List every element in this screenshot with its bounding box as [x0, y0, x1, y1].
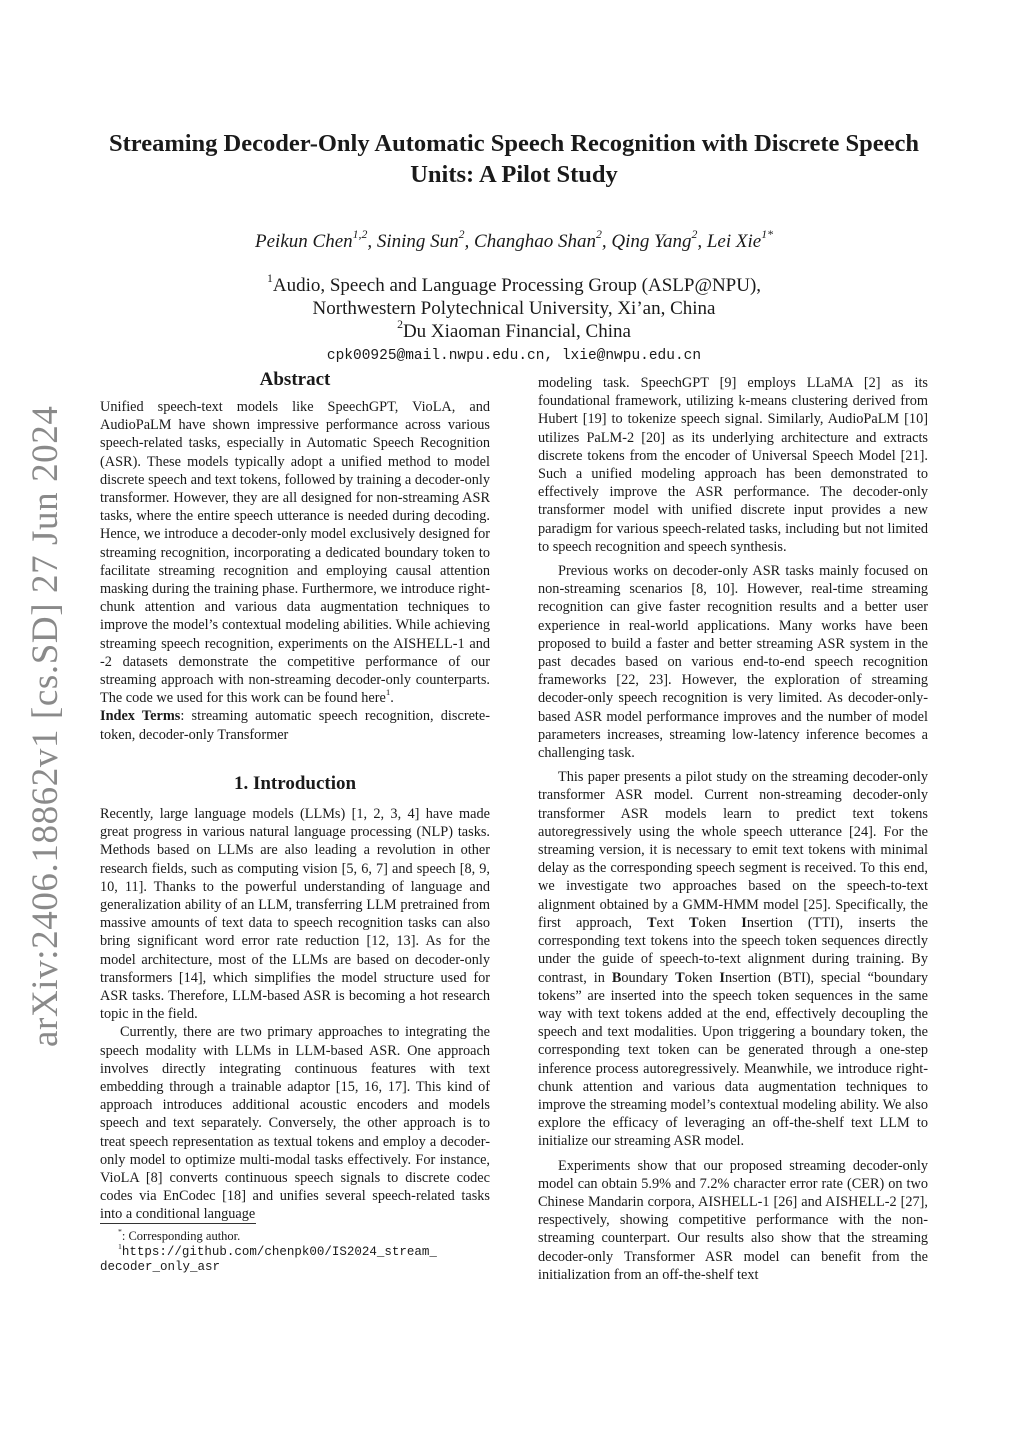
- footnote-url-line-1[interactable]: [100, 1241, 490, 1260]
- author-list: Peikun Chen$^{1,2}$, Sining Sun$^2$, Changhao Shan$^2$, Qing Yang$^2$, Lei Xie$^{1*}$: [255, 227, 773, 252]
- author-sup: 1,2: [352, 227, 368, 241]
- footnote-rule: [100, 1223, 256, 1224]
- acronym-rest: ext: [656, 914, 689, 931]
- footnote-text: : Corresponding author.: [121, 1229, 241, 1243]
- intro-paragraph-1: Recently, large language models (LLMs) [1, 2, 3, 4] have made great progress in various natural language processing (NLP) tasks. Methods based on LLMs are also leading a revolution in other research fields, such as computing vision [5, 6, 7] and speech [8, 9, 10, 11]. Thanks to the powerful understanding of language and generalization ability of an LLM, transferring LLM pretrained from massive amounts of text data to speech recognition tasks can also bring significant word error rate reduction [12, 13]. As for the model architecture, most of the LLMs are based on decoder-only transformers [14], which simplifies the model structure used for ASR tasks. Therefore, LLM-based ASR is becoming a hot research topic in the field.: [100, 806, 490, 1023]
- author-emails: cpk00925@mail.nwpu.edu.cn, lxie@nwpu.edu.cn: [326, 348, 702, 364]
- author-sup: 2: [458, 227, 465, 241]
- affiliation-sup: 2: [397, 317, 403, 331]
- author-sup: 1*: [761, 227, 773, 241]
- abstract-body: [100, 398, 490, 744]
- author-name: Sining Sun: [376, 231, 459, 252]
- intro-column-right: [538, 374, 928, 1284]
- index-terms: [100, 707, 490, 743]
- abstract-heading: Abstract: [259, 369, 331, 390]
- intro-column-left: [100, 805, 490, 1224]
- author-sup: 2: [691, 227, 698, 241]
- abstract-text: [100, 398, 490, 707]
- acronym-rest: oken: [698, 914, 742, 931]
- acronym-rest: nsertion: [724, 969, 772, 986]
- right-paragraph-4: Experiments show that our proposed streaming decoder-only model can obtain 5.9% and 7.2% character error rate (CER) on two Chinese Mandarin corpora, AISHELL-1 [26] and AISHELL-2 [27], respectively, showing competitive performance with the non-streaming counterpart. Our results also show that the streaming decoder-only Transformer ASR model can benefit from the initialization from an off-the-shelf text: [538, 1157, 928, 1283]
- author-name: Peikun Chen: [255, 231, 353, 252]
- author-sup: 2: [595, 227, 602, 241]
- acronym-letter: B: [611, 969, 622, 986]
- author-name: Qing Yang: [611, 231, 692, 252]
- acronym-rest: oundary: [621, 969, 676, 986]
- right-paragraph-1: modeling task. SpeechGPT [9] employs LLaMA [2] as its foundational framework, utilizing k-means clustering derived from Hubert [19] to tokenize speech signal. Similarly, AudioPaLM [10] utilizes PaLM-2 [20] as its underlying architecture and extracts discrete tokens from the encoder of Universal Speech Model [21]. Such a unified modeling approach has been demonstrated to effectively improve the ASR performance. The decoder-only transformer model with unified discrete input provides a new paradigm for various speech-related tasks, including but not limited to speech recognition and speech synthesis.: [538, 375, 928, 555]
- index-terms-label: Index Terms: [100, 708, 181, 725]
- acronym-letter: I: [741, 914, 747, 931]
- abstract-paragraph: Unified speech-text models like SpeechGPT, VioLA, and AudioPaLM have shown impressive performance across various speech-related tasks, especially in Automatic Speech Recognition (ASR). These models typically adopt a unified method to model discrete speech and text tokens, followed by training a decoder-only transformer. However, they are all designed for non-streaming ASR tasks, where the entire speech utterance is needed during decoding. Hence, we introduce a decoder-only model exclusively designed for streaming recognition, incorporating a dedicated boundary token to facilitate streaming recognition and employing causal attention masking during the training phase. Furthermore, we introduce right-chunk attention and various data augmentation techniques to improve the model’s contextual modeling abilities. While achieving streaming speech recognition, experiments on the AISHELL-1 and -2 datasets demonstrate the competitive performance of our streaming approach with non-streaming decoder-only counterparts. The code we used for this work can be found here: [100, 399, 490, 707]
- acronym-rest: nsertion: [746, 914, 793, 931]
- footnote-url-line-2[interactable]: decoder_only_asr: [100, 1260, 221, 1274]
- acronym-letter: T: [675, 969, 685, 986]
- footnote-corresponding: [100, 1226, 490, 1244]
- footnote-ref: 1: [385, 687, 391, 698]
- affiliation-text: Audio, Speech and Language Processing Group (ASLP@NPU),: [272, 275, 762, 296]
- right-paragraph-2: Previous works on decoder-only ASR tasks mainly focused on non-streaming scenarios [8, 10]. However, real-time streaming recognition can give faster recognition results and a better user experience in real-world applications. Many works have been proposed to build a faster and better streaming ASR system in the past decades based on various end-to-end speech recognition frameworks [22, 23]. However, the exploration of streaming decoder-only speech recognition is very limited. As decoder-only-based ASR model performance improves and the number of model parameters increases, streaming low-latency inference becomes a challenging task.: [538, 563, 928, 762]
- footnote-mark: 1: [118, 1241, 122, 1251]
- index-terms-text: : streaming automatic speech recognition, discrete-token, decoder-only Transformer: [100, 708, 490, 743]
- paper-title: Streaming Decoder-Only Automatic Speech Recognition with Discrete Speech Units: A Pilot Study: [109, 130, 919, 188]
- intro-paragraph-2: Currently, there are two primary approaches to integrating the speech modality with LLMs in LLM-based ASR. One approach involves directly integrating continuous features with text embedding through a trainable adaptor [15, 16, 17]. This kind of approach introduces additional acoustic encoders and models speech and text separately. Conversely, the other approach is to treat speech representation as textual tokens and employ a decoder-only model to optimize multi-modal tasks effectively. For instance, VioLA [8] converts continuous speech signals to discrete codec codes via EnCodec [18] and unifies several speech-related tasks into a conditional language: [100, 1024, 490, 1223]
- right-paragraph-3: [538, 768, 928, 1150]
- arxiv-id: arXiv:2406.18862v1 [cs.SD] 27 Jun 2024: [25, 405, 66, 1047]
- author-name: Lei Xie: [706, 231, 762, 252]
- affiliation-text: Du Xiaoman Financial, China: [402, 321, 631, 342]
- affiliation-2: [100, 317, 928, 343]
- paragraph-text: This paper presents a pilot study on the streaming decoder-only transformer ASR model. Current non-streaming decoder-only transformer ASR models learn to predict text tokens autoregressively using the whole speech utterance [24]. For the streaming version, it is necessary to emit text tokens with minimal delay as the corresponding speech segment is received. To this end, we investigate two approaches based on the speech-to-text alignment obtained by a GMM-HMM model [25]. Specifically, the first approach,: [538, 769, 928, 931]
- acronym-letter: T: [688, 914, 699, 931]
- acronym-rest: oken: [684, 969, 720, 986]
- paragraph-text: (TTI), inserts the corresponding text tokens into the speech token sequences directly under the guide of speech-to-text alignment during training. By contrast, in: [538, 914, 928, 986]
- affiliation-1-line-1: [100, 271, 928, 297]
- paragraph-text: (BTI), special “boundary tokens” are inserted into the speech token sequences in the same way with text tokens added at the end, effectively decoupling the speech and text modalities. Upon triggering a boundary token, the corresponding text token can be generated through a one-step inference process autoregressively. Meanwhile, we introduce right-chunk attention and various data augmentation techniques to improve the streaming model’s contextual modeling ability. We also explore the efficacy of leveraging an off-the-shelf text LLM to initialize our streaming ASR model.: [538, 969, 928, 1150]
- acronym-letter: I: [719, 969, 725, 986]
- arxiv-sidebar-stamp: [10, 405, 70, 1047]
- acronym-letter: T: [646, 914, 657, 931]
- footnote-mark: *: [118, 1226, 122, 1236]
- footnote-url: [100, 1241, 490, 1275]
- section-heading-introduction: 1. Introduction: [233, 773, 357, 794]
- affiliation-sup: 1: [266, 271, 273, 285]
- affiliation-1-line-2: Northwestern Polytechnical University, Xi’an, China: [312, 298, 716, 319]
- author-name: Changhao Shan: [474, 231, 596, 252]
- footnote-url-text[interactable]: https://github.com/chenpk00/IS2024_stream_: [121, 1245, 437, 1259]
- abstract-period: .: [390, 690, 394, 707]
